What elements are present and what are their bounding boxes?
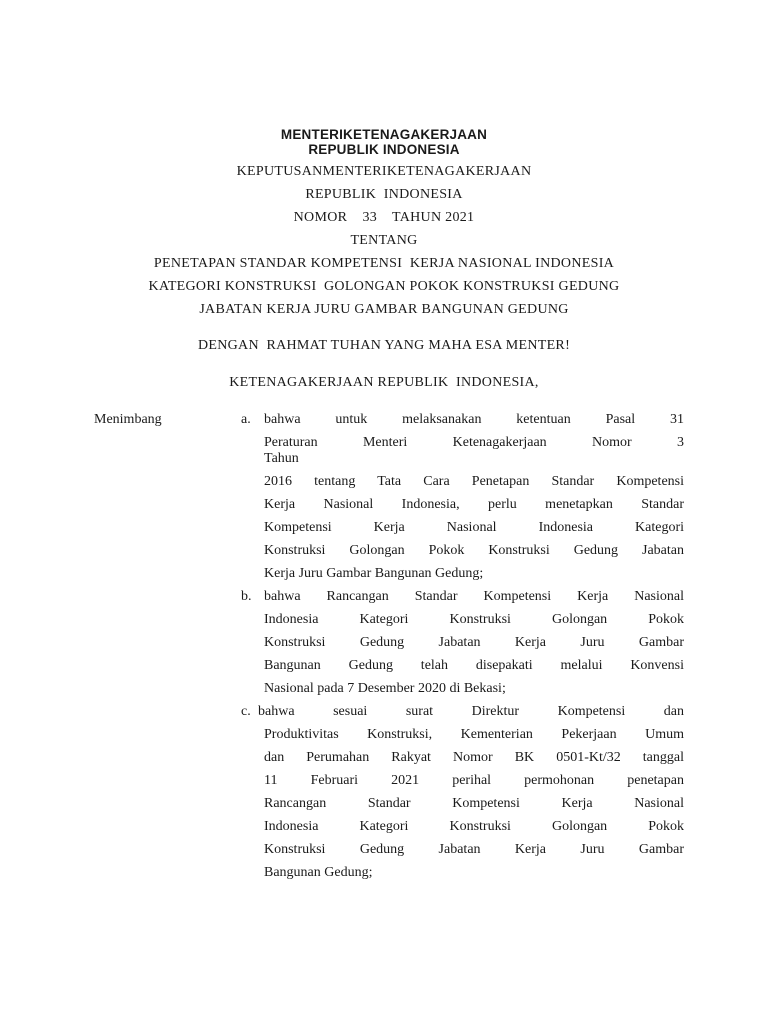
item-c-line: bahwa sesuai surat Direktur Kompetensi dan bbox=[258, 704, 684, 719]
preamble-line2: KETENAGAKERJAAN REPUBLIK INDONESIA, bbox=[229, 375, 539, 390]
decree-about: TENTANG bbox=[350, 233, 418, 248]
item-a-line: bahwa untuk melaksanakan ketentuan Pasal 31 bbox=[264, 412, 684, 427]
considering-label: Menimbang bbox=[94, 412, 162, 427]
item-b-line: Bangunan Gedung telah disepakati melalui Konvensi bbox=[264, 658, 684, 673]
decree-title-line2: REPUBLIK INDONESIA bbox=[305, 187, 463, 202]
item-b-line: Nasional pada 7 Desember 2020 di Bekasi; bbox=[264, 681, 506, 696]
ministry-header-line2: REPUBLIK INDONESIA bbox=[308, 142, 460, 157]
ministry-header bbox=[0, 127, 768, 157]
decree-title-block bbox=[0, 160, 768, 321]
decree-subject-line1: PENETAPAN STANDAR KOMPETENSI KERJA NASIONAL INDONESIA bbox=[153, 256, 615, 271]
item-b-line: Konstruksi Gedung Jabatan Kerja Juru Gambar bbox=[264, 635, 684, 650]
item-c-line: Rancangan Standar Kompetensi Kerja Nasional bbox=[264, 796, 684, 811]
item-a-line: Tahun bbox=[264, 451, 299, 466]
decree-title-line1: KEPUTUSANMENTERIKETENAGAKERJAAN bbox=[236, 164, 532, 179]
item-c-line: Konstruksi Gedung Jabatan Kerja Juru Gambar bbox=[264, 842, 684, 857]
item-a-line: Konstruksi Golongan Pokok Konstruksi Gedung Jabatan bbox=[264, 543, 684, 558]
item-a-line: Kerja Nasional Indonesia, perlu menetapkan Standar bbox=[264, 497, 684, 512]
decree-number: NOMOR 33 TAHUN 2021 bbox=[293, 210, 475, 225]
decree-subject-line2: KATEGORI KONSTRUKSI GOLONGAN POKOK KONSTRUKSI GEDUNG bbox=[148, 279, 620, 294]
item-c-line: dan Perumahan Rakyat Nomor BK 0501-Kt/32 tanggal bbox=[264, 750, 684, 765]
item-a-line: Kompetensi Kerja Nasional Indonesia Kategori bbox=[264, 520, 684, 535]
preamble-line1-block bbox=[0, 334, 768, 357]
preamble-line1: DENGAN RAHMAT TUHAN YANG MAHA ESA MENTER! bbox=[197, 338, 571, 353]
item-b-line: Indonesia Kategori Konstruksi Golongan Pokok bbox=[264, 612, 684, 627]
item-c-marker: c. bbox=[241, 704, 251, 719]
item-c-line: Indonesia Kategori Konstruksi Golongan Pokok bbox=[264, 819, 684, 834]
decree-subject-line3: JABATAN KERJA JURU GAMBAR BANGUNAN GEDUNG bbox=[199, 302, 569, 317]
item-a-marker: a. bbox=[241, 412, 251, 427]
item-a-line: 2016 tentang Tata Cara Penetapan Standar Kompetensi bbox=[264, 474, 684, 489]
item-c-line: Produktivitas Konstruksi, Kementerian Pekerjaan Umum bbox=[264, 727, 684, 742]
item-b-marker: b. bbox=[241, 589, 252, 604]
item-a-line: Peraturan Menteri Ketenagakerjaan Nomor 3 bbox=[264, 435, 684, 450]
item-b-line: bahwa Rancangan Standar Kompetensi Kerja Nasional bbox=[264, 589, 684, 604]
ministry-header-line1: MENTERIKETENAGAKERJAAN bbox=[280, 127, 488, 142]
item-c-line: 11 Februari 2021 perihal permohonan penetapan bbox=[264, 773, 684, 788]
preamble-line2-block bbox=[0, 371, 768, 394]
item-c-line: Bangunan Gedung; bbox=[264, 865, 373, 880]
item-a-line: Kerja Juru Gambar Bangunan Gedung; bbox=[264, 566, 484, 581]
